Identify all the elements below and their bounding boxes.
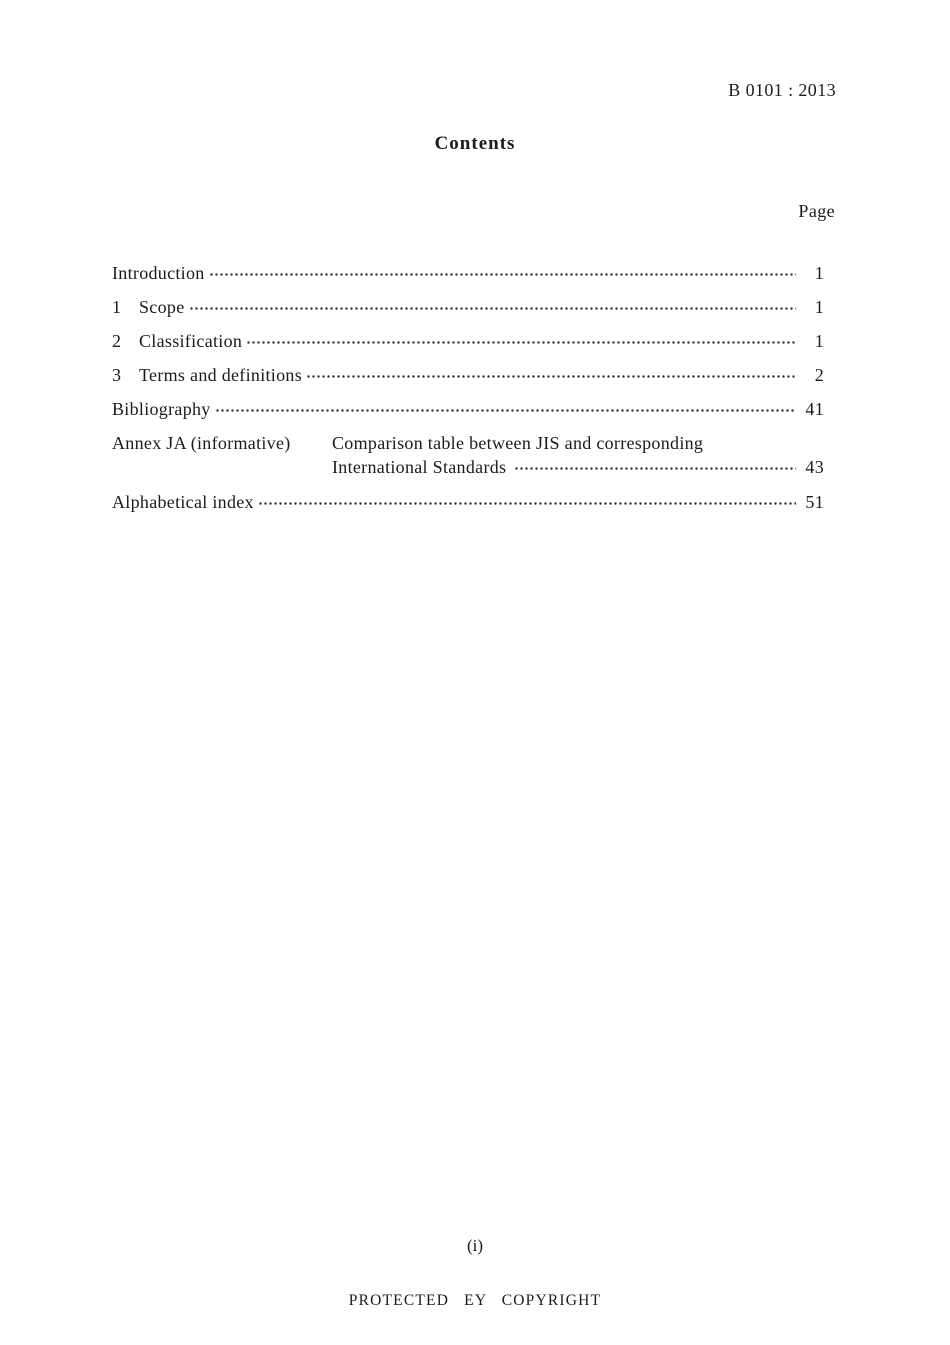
standard-number: B 0101 : 2013 xyxy=(728,80,836,100)
toc-entry-terms-and-definitions xyxy=(112,364,824,386)
toc-entry-label: Alphabetical index xyxy=(112,492,254,512)
page-column-label: Page xyxy=(798,201,835,221)
dot-leader xyxy=(306,364,796,386)
toc-entry-page: 43 xyxy=(805,457,824,477)
toc-entry-label: Terms and definitions xyxy=(139,365,303,385)
table-of-contents xyxy=(112,262,824,525)
toc-entry-page: 1 xyxy=(814,263,824,283)
annex-description-line2-text: International Standards xyxy=(332,457,507,477)
dot-leader xyxy=(215,398,796,420)
toc-entry-label: Bibliography xyxy=(112,399,211,419)
toc-entry-label: Scope xyxy=(139,297,185,317)
dot-leader xyxy=(258,491,796,513)
toc-entry-page: 1 xyxy=(814,297,824,317)
folio-page-number: (i) xyxy=(466,1236,484,1255)
toc-entry-page: 41 xyxy=(805,399,824,419)
toc-entry-label: Introduction xyxy=(112,263,205,283)
toc-entry-label: Annex JA (informative) xyxy=(112,433,291,453)
toc-entry-introduction xyxy=(112,262,824,284)
annex-description-line2 xyxy=(332,455,824,479)
toc-entry-number: 1 xyxy=(112,297,122,317)
dot-leader xyxy=(209,262,796,284)
toc-entry-alphabetical-index xyxy=(112,491,824,513)
toc-entry-number: 3 xyxy=(112,365,122,385)
toc-entry-page: 2 xyxy=(814,365,824,385)
toc-entry-scope xyxy=(112,296,824,318)
annex-description-line1: Comparison table between JIS and corresponding xyxy=(332,433,704,453)
dot-leader xyxy=(514,455,796,479)
toc-entry-label: Classification xyxy=(139,331,243,351)
dot-leader xyxy=(189,296,797,318)
annex-description xyxy=(332,432,824,479)
toc-entry-page: 1 xyxy=(814,331,824,351)
toc-entry-number: 2 xyxy=(112,331,122,351)
toc-entry-annex-ja xyxy=(112,432,824,479)
dot-leader xyxy=(246,330,796,352)
toc-entry-bibliography xyxy=(112,398,824,420)
copyright-notice: PROTECTED EY COPYRIGHT xyxy=(348,1292,602,1309)
toc-entry-page: 51 xyxy=(805,492,824,512)
page-title: Contents xyxy=(434,133,516,154)
toc-entry-classification xyxy=(112,330,824,352)
